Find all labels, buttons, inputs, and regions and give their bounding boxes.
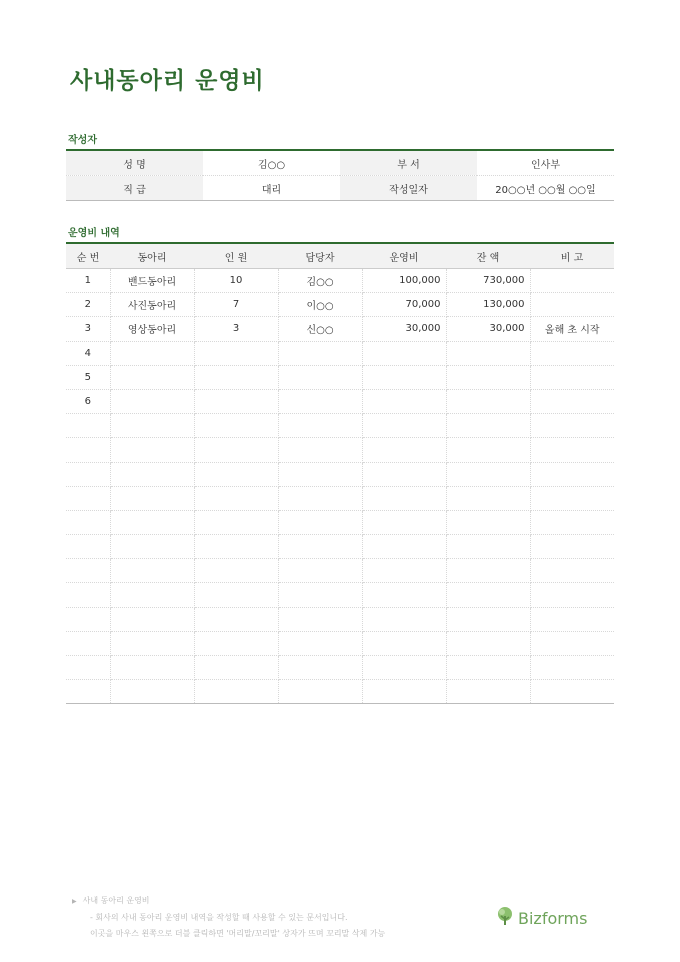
fee-row [66, 559, 614, 583]
header-members: 인 원 [194, 243, 278, 269]
name-label: 성 명 [66, 150, 203, 176]
cell-balance: 30,000 [446, 317, 530, 341]
cell-seq: 1 [66, 269, 110, 293]
cell-fee: 30,000 [362, 317, 446, 341]
cell-note [530, 293, 614, 317]
cell-club [110, 631, 194, 655]
cell-balance [446, 535, 530, 559]
cell-manager: 김○○ [278, 269, 362, 293]
cell-seq: 5 [66, 365, 110, 389]
fee-row [66, 631, 614, 655]
cell-balance [446, 365, 530, 389]
cell-note [530, 631, 614, 655]
cell-club [110, 486, 194, 510]
date-value: 20○○년 ○○월 ○○일 [495, 184, 596, 196]
header-manager: 담당자 [278, 243, 362, 269]
fee-row [66, 438, 614, 462]
cell-fee [362, 583, 446, 607]
cell-seq: 4 [66, 341, 110, 365]
cell-fee [362, 510, 446, 534]
cell-balance [446, 631, 530, 655]
fee-row [66, 317, 614, 341]
cell-note [530, 269, 614, 293]
cell-balance [446, 462, 530, 486]
fee-row [66, 680, 614, 704]
cell-members [194, 607, 278, 631]
cell-manager [278, 341, 362, 365]
cell-manager: 이○○ [278, 293, 362, 317]
department-label: 부 서 [340, 150, 477, 176]
cell-members [194, 656, 278, 680]
author-row [66, 176, 614, 201]
author-row [66, 150, 614, 176]
department-value: 인사부 [477, 150, 614, 176]
fee-row [66, 365, 614, 389]
cell-balance [446, 341, 530, 365]
cell-fee [362, 438, 446, 462]
footer-description: - 회사의 사내 동아리 운영비 내역을 작성할 때 사용할 수 있는 문서입니다. [90, 913, 348, 922]
cell-fee [362, 535, 446, 559]
cell-balance [446, 486, 530, 510]
cell-manager [278, 510, 362, 534]
cell-balance [446, 607, 530, 631]
cell-club [110, 462, 194, 486]
cell-seq [66, 607, 110, 631]
cell-note [530, 607, 614, 631]
cell-seq [66, 486, 110, 510]
cell-manager [278, 462, 362, 486]
fee-row [66, 535, 614, 559]
cell-club: 영상동아리 [110, 317, 194, 341]
cell-note [530, 462, 614, 486]
date-label: 작성일자 [340, 176, 477, 201]
cell-fee [362, 414, 446, 438]
fee-row [66, 293, 614, 317]
cell-manager [278, 607, 362, 631]
cell-balance [446, 680, 530, 704]
cell-members [194, 535, 278, 559]
cell-note: 올해 초 시작 [530, 317, 614, 341]
cell-note [530, 414, 614, 438]
author-table [66, 149, 614, 201]
cell-members [194, 680, 278, 704]
cell-balance [446, 510, 530, 534]
cell-note [530, 656, 614, 680]
cell-fee [362, 389, 446, 413]
cell-seq: 2 [66, 293, 110, 317]
cell-seq [66, 583, 110, 607]
cell-manager [278, 631, 362, 655]
cell-fee: 100,000 [362, 269, 446, 293]
document-title: 사내동아리 운영비 [70, 68, 265, 94]
name-value: 김○○ [203, 150, 340, 176]
cell-manager [278, 680, 362, 704]
fee-row [66, 607, 614, 631]
cell-members [194, 486, 278, 510]
author-section-label: 작성자 [68, 135, 97, 146]
cell-note [530, 486, 614, 510]
cell-fee [362, 559, 446, 583]
cell-note [530, 365, 614, 389]
cell-club [110, 414, 194, 438]
cell-fee [362, 341, 446, 365]
cell-balance [446, 438, 530, 462]
fee-row [66, 341, 614, 365]
cell-balance: 130,000 [446, 293, 530, 317]
cell-balance [446, 414, 530, 438]
cell-manager [278, 535, 362, 559]
cell-club [110, 389, 194, 413]
triangle-bullet-icon: ▶ [72, 898, 77, 905]
cell-manager [278, 486, 362, 510]
cell-club: 밴드동아리 [110, 269, 194, 293]
cell-club [110, 583, 194, 607]
fee-table [66, 242, 614, 704]
fee-row [66, 269, 614, 293]
cell-members [194, 631, 278, 655]
cell-note [530, 389, 614, 413]
cell-members [194, 583, 278, 607]
cell-manager [278, 365, 362, 389]
cell-fee [362, 462, 446, 486]
cell-manager: 신○○ [278, 317, 362, 341]
cell-manager [278, 414, 362, 438]
cell-members [194, 438, 278, 462]
header-seq: 순 번 [66, 243, 110, 269]
cell-note [530, 583, 614, 607]
fee-row [66, 486, 614, 510]
tree-logo-icon [496, 906, 514, 930]
cell-note [530, 680, 614, 704]
footer-title: 사내 동아리 운영비 [82, 896, 150, 905]
fee-row [66, 389, 614, 413]
cell-manager [278, 559, 362, 583]
cell-seq [66, 438, 110, 462]
cell-club [110, 680, 194, 704]
fee-row [66, 583, 614, 607]
cell-balance [446, 389, 530, 413]
cell-seq [66, 535, 110, 559]
cell-note [530, 510, 614, 534]
cell-manager [278, 656, 362, 680]
cell-seq [66, 656, 110, 680]
brand-logo [496, 906, 587, 930]
cell-manager [278, 583, 362, 607]
fee-row [66, 414, 614, 438]
cell-balance [446, 559, 530, 583]
cell-seq: 3 [66, 317, 110, 341]
cell-seq: 6 [66, 389, 110, 413]
header-fee: 운영비 [362, 243, 446, 269]
cell-members: 10 [194, 269, 278, 293]
cell-seq [66, 510, 110, 534]
cell-seq [66, 414, 110, 438]
brand-name: Bizforms [518, 908, 588, 928]
cell-fee [362, 486, 446, 510]
cell-note [530, 535, 614, 559]
footer-notes [72, 893, 385, 942]
cell-club [110, 656, 194, 680]
footer-instruction: 이곳을 마우스 왼쪽으로 더블 클릭하면 '머리말/꼬리말' 상자가 뜨며 꼬리말 삭제 가능 [90, 929, 386, 938]
cell-note [530, 438, 614, 462]
cell-fee [362, 365, 446, 389]
cell-balance [446, 656, 530, 680]
cell-club [110, 559, 194, 583]
fee-section-label: 운영비 내역 [68, 228, 120, 239]
cell-balance: 730,000 [446, 269, 530, 293]
cell-members [194, 365, 278, 389]
cell-club: 사진동아리 [110, 293, 194, 317]
cell-note [530, 341, 614, 365]
header-note: 비 고 [530, 243, 614, 269]
cell-note [530, 559, 614, 583]
cell-members [194, 510, 278, 534]
cell-seq [66, 631, 110, 655]
cell-club [110, 535, 194, 559]
fee-header-row [66, 243, 614, 269]
cell-manager [278, 389, 362, 413]
cell-members [194, 341, 278, 365]
cell-club [110, 438, 194, 462]
cell-club [110, 607, 194, 631]
cell-fee [362, 656, 446, 680]
rank-label: 직 급 [66, 176, 203, 201]
cell-members: 7 [194, 293, 278, 317]
cell-members [194, 414, 278, 438]
cell-fee [362, 631, 446, 655]
cell-seq [66, 559, 110, 583]
rank-value: 대리 [261, 184, 282, 196]
cell-club [110, 510, 194, 534]
cell-fee [362, 680, 446, 704]
header-balance: 잔 액 [446, 243, 530, 269]
fee-row [66, 510, 614, 534]
cell-members [194, 389, 278, 413]
cell-members [194, 462, 278, 486]
cell-seq [66, 462, 110, 486]
fee-row [66, 462, 614, 486]
cell-members [194, 559, 278, 583]
cell-fee: 70,000 [362, 293, 446, 317]
cell-club [110, 341, 194, 365]
cell-balance [446, 583, 530, 607]
cell-members: 3 [194, 317, 278, 341]
cell-fee [362, 607, 446, 631]
cell-seq [66, 680, 110, 704]
cell-club [110, 365, 194, 389]
fee-row [66, 656, 614, 680]
header-club: 동아리 [110, 243, 194, 269]
cell-manager [278, 438, 362, 462]
